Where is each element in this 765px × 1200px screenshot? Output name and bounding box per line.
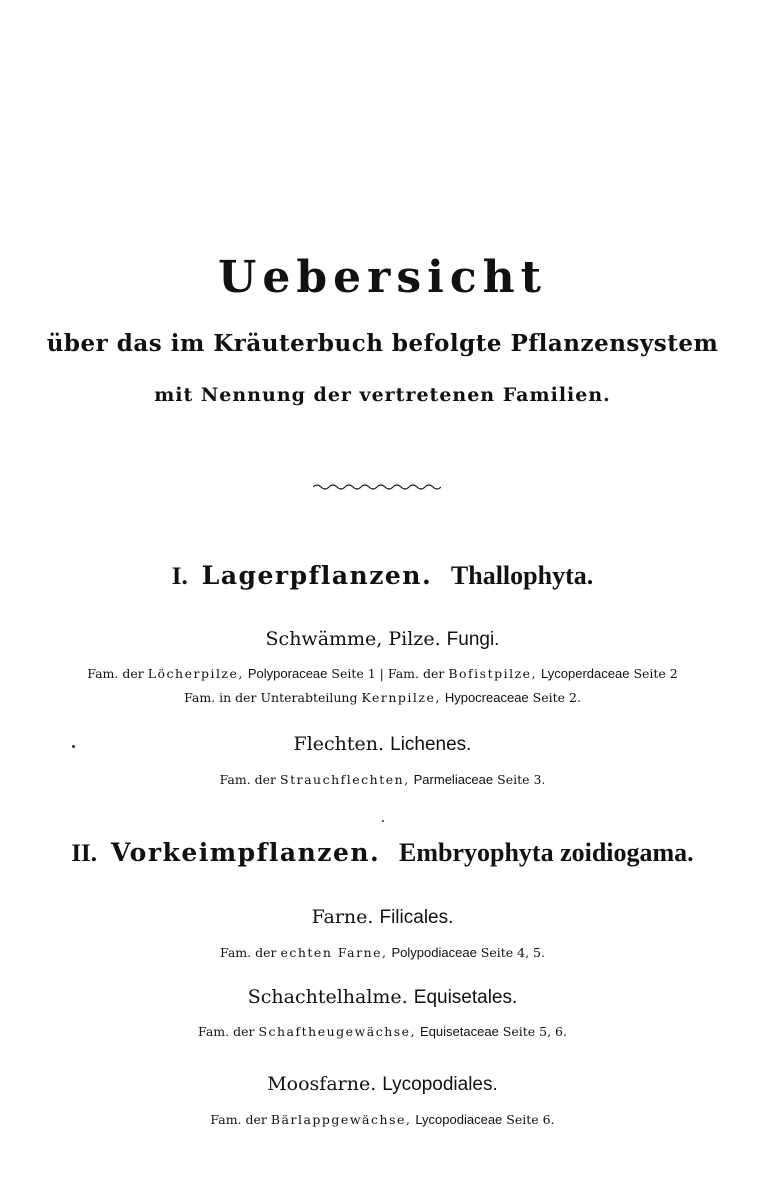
family-page: Seite 5, 6. [502, 1024, 567, 1039]
family-prefix: Fam. der [220, 945, 277, 960]
family-line [0, 945, 765, 960]
family-name: Schaftheugewächse, [258, 1024, 417, 1039]
group-latin: Equisetales. [413, 987, 518, 1008]
ornament-divider-icon [313, 480, 441, 494]
family-name: Strauchflechten, [280, 772, 410, 787]
page-subtitle: über das im Kräuterbuch befolgte Pflanzensystem [46, 330, 719, 357]
family-latin: Lycopodiaceae [415, 1112, 503, 1127]
family-name: Bärlappgewächse, [270, 1112, 412, 1127]
section-latin: Thallophyta. [450, 561, 594, 590]
family-prefix: Fam. der [198, 1024, 255, 1039]
section-heading-thallophyta [0, 561, 765, 591]
section-heading-embryophyta [0, 838, 765, 868]
family-line [0, 666, 765, 681]
group-heading-filicales [0, 906, 765, 929]
family-line [0, 772, 765, 787]
group-latin: Filicales. [379, 907, 454, 928]
family-name: Löcherpilze, [147, 666, 244, 681]
group-name: Schwämme, Pilze. [265, 628, 441, 650]
section-name: Lagerpflanzen. [201, 561, 433, 590]
family-page: Seite 1 [331, 666, 376, 681]
family-name: Bofistpilze, [448, 666, 538, 681]
page-subtitle-secondary: mit Nennung der vertretenen Familien. [154, 384, 611, 406]
family-latin: Equisetaceae [420, 1024, 499, 1039]
family-page: Seite 2 [633, 666, 678, 681]
family-page: Seite 6. [506, 1112, 555, 1127]
family-line [0, 690, 765, 705]
family-name: echten Farne, [280, 945, 388, 960]
family-prefix: Fam. der [387, 666, 445, 681]
section-numeral: II. [71, 840, 98, 867]
family-prefix: Fam. der [87, 666, 144, 681]
group-heading-lycopodiales [0, 1073, 765, 1096]
group-latin: Fungi. [446, 629, 500, 650]
family-separator: | [379, 666, 384, 681]
group-name: Flechten. [293, 733, 385, 755]
family-prefix: Fam. der [210, 1112, 267, 1127]
section-name: Vorkeimpflanzen. [111, 838, 381, 867]
family-latin: Lycoperdaceae [541, 666, 630, 681]
family-prefix: Fam. in der Unterabteilung [184, 690, 358, 705]
print-speck [382, 820, 384, 822]
group-latin: Lichenes. [390, 734, 472, 755]
family-name: Kernpilze, [361, 690, 441, 705]
family-page: Seite 4, 5. [480, 945, 545, 960]
family-page: Seite 2. [532, 690, 581, 705]
group-name: Farne. [311, 906, 374, 928]
group-latin: Lycopodiales. [382, 1074, 498, 1095]
group-heading-equisetales [0, 986, 765, 1009]
family-prefix: Fam. der [219, 772, 277, 787]
section-latin: Embryophyta zoidiogama. [398, 838, 694, 867]
group-heading-fungi [0, 628, 765, 651]
family-latin: Polypodiaceae [391, 945, 477, 960]
family-latin: Parmeliaceae [413, 772, 494, 787]
family-latin: Polyporaceae [247, 666, 328, 681]
section-numeral: I. [171, 563, 188, 590]
group-heading-lichenes [0, 733, 765, 756]
family-line [0, 1112, 765, 1127]
page-title: Uebersicht [218, 252, 547, 303]
family-latin: Hypocreaceae [444, 690, 529, 705]
family-line [0, 1024, 765, 1039]
group-name: Moosfarne. [267, 1073, 377, 1095]
group-name: Schachtelhalme. [247, 986, 408, 1008]
family-page: Seite 3. [497, 772, 546, 787]
